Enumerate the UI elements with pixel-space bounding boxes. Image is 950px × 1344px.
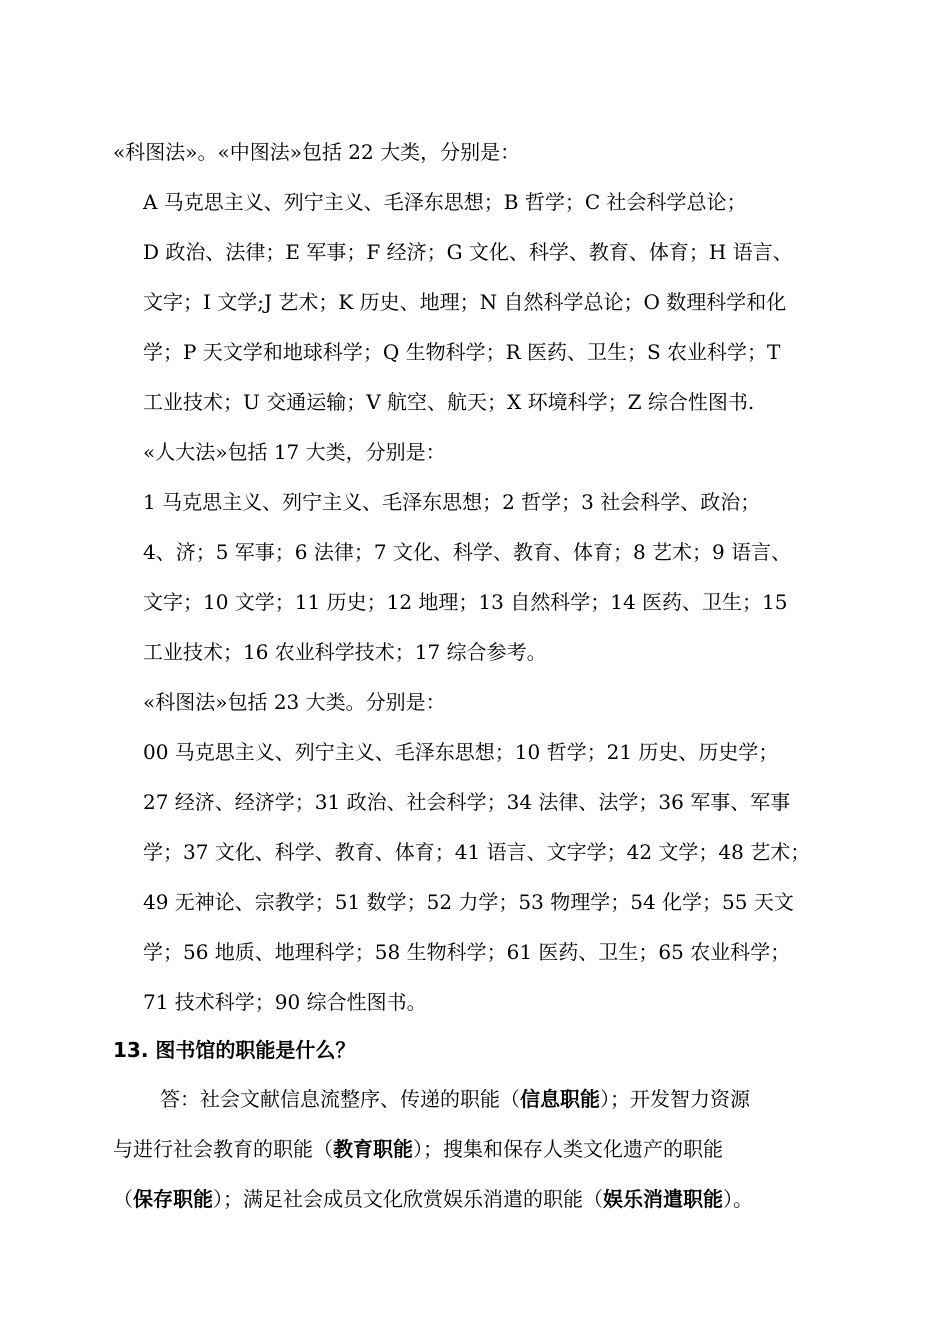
question-heading: 13. 图书馆的职能是什么？ [113,1038,356,1062]
text-line: D 政治、法律；E 军事；F 经济；G 文化、科学、教育、体育；H 语言、 [143,240,793,264]
text-line: 文字；10 文学；11 历史；12 地理；13 自然科学；14 医药、卫生；15 [143,590,788,614]
text-line: 27 经济、经济学；31 政治、社会科学；34 法律、法学；36 军事、军事 [143,790,791,814]
text-line: 工业技术；16 农业科学技术；17 综合参考。 [143,640,547,664]
answer-text: ）。 [723,1187,753,1211]
text-line: 工业技术；U 交通运输；V 航空、航天；X 环境科学；Z 综合性图书. [143,390,755,414]
answer-text: （ [113,1187,133,1211]
text-line: «科图法»。«中图法»包括 22 大类，分别是： [113,140,521,164]
text-line: 71 技术科学；90 综合性图书。 [143,990,427,1014]
text-line: 00 马克思主义、列宁主义、毛泽东思想；10 哲学；21 历史、历史学； [143,740,779,764]
text-line: «科图法»包括 23 大类。分别是： [143,690,446,714]
answer-keyword: 娱乐消遣职能 [603,1187,723,1211]
answer-line [113,1135,723,1163]
answer-text: ）；满足社会成员文化欣赏娱乐消遣的职能（ [213,1187,603,1211]
text-line: 文字；I 文学;J 艺术；K 历史、地理；N 自然科学总论；O 数理科学和化 [143,290,787,314]
text-line: «人大法»包括 17 大类，分别是： [143,440,446,464]
answer-keyword: 教育职能 [333,1137,413,1161]
text-line: 1 马克思主义、列宁主义、毛泽东思想；2 哲学；3 社会科学、政治； [143,490,761,514]
answer-line [160,1085,750,1113]
text-line: 49 无神论、宗教学；51 数学；52 力学；53 物理学；54 化学；55 天文 [143,890,794,914]
answer-keyword: 信息职能 [520,1087,600,1111]
text-line: A 马克思主义、列宁主义、毛泽东思想；B 哲学；C 社会科学总论； [143,190,747,214]
answer-keyword: 保存职能 [133,1187,213,1211]
answer-text: 答：社会文献信息流整序、传递的职能（ [160,1087,520,1111]
text-line: 学；P 天文学和地球科学；Q 生物科学；R 医药、卫生；S 农业科学；T [143,340,781,364]
answer-text: ）；搜集和保存人类文化遗产的职能 [413,1137,723,1161]
text-line: 学；37 文化、科学、教育、体育；41 语言、文字学；42 文学；48 艺术； [143,840,811,864]
answer-text: ）；开发智力资源 [600,1087,750,1111]
text-line: 4、济；5 军事；6 法律；7 文化、科学、教育、体育；8 艺术；9 语言、 [143,540,792,564]
answer-text: 与进行社会教育的职能（ [113,1137,333,1161]
answer-line [113,1185,753,1213]
text-line: 学；56 地质、地理科学；58 生物科学；61 医药、卫生；65 农业科学； [143,940,791,964]
